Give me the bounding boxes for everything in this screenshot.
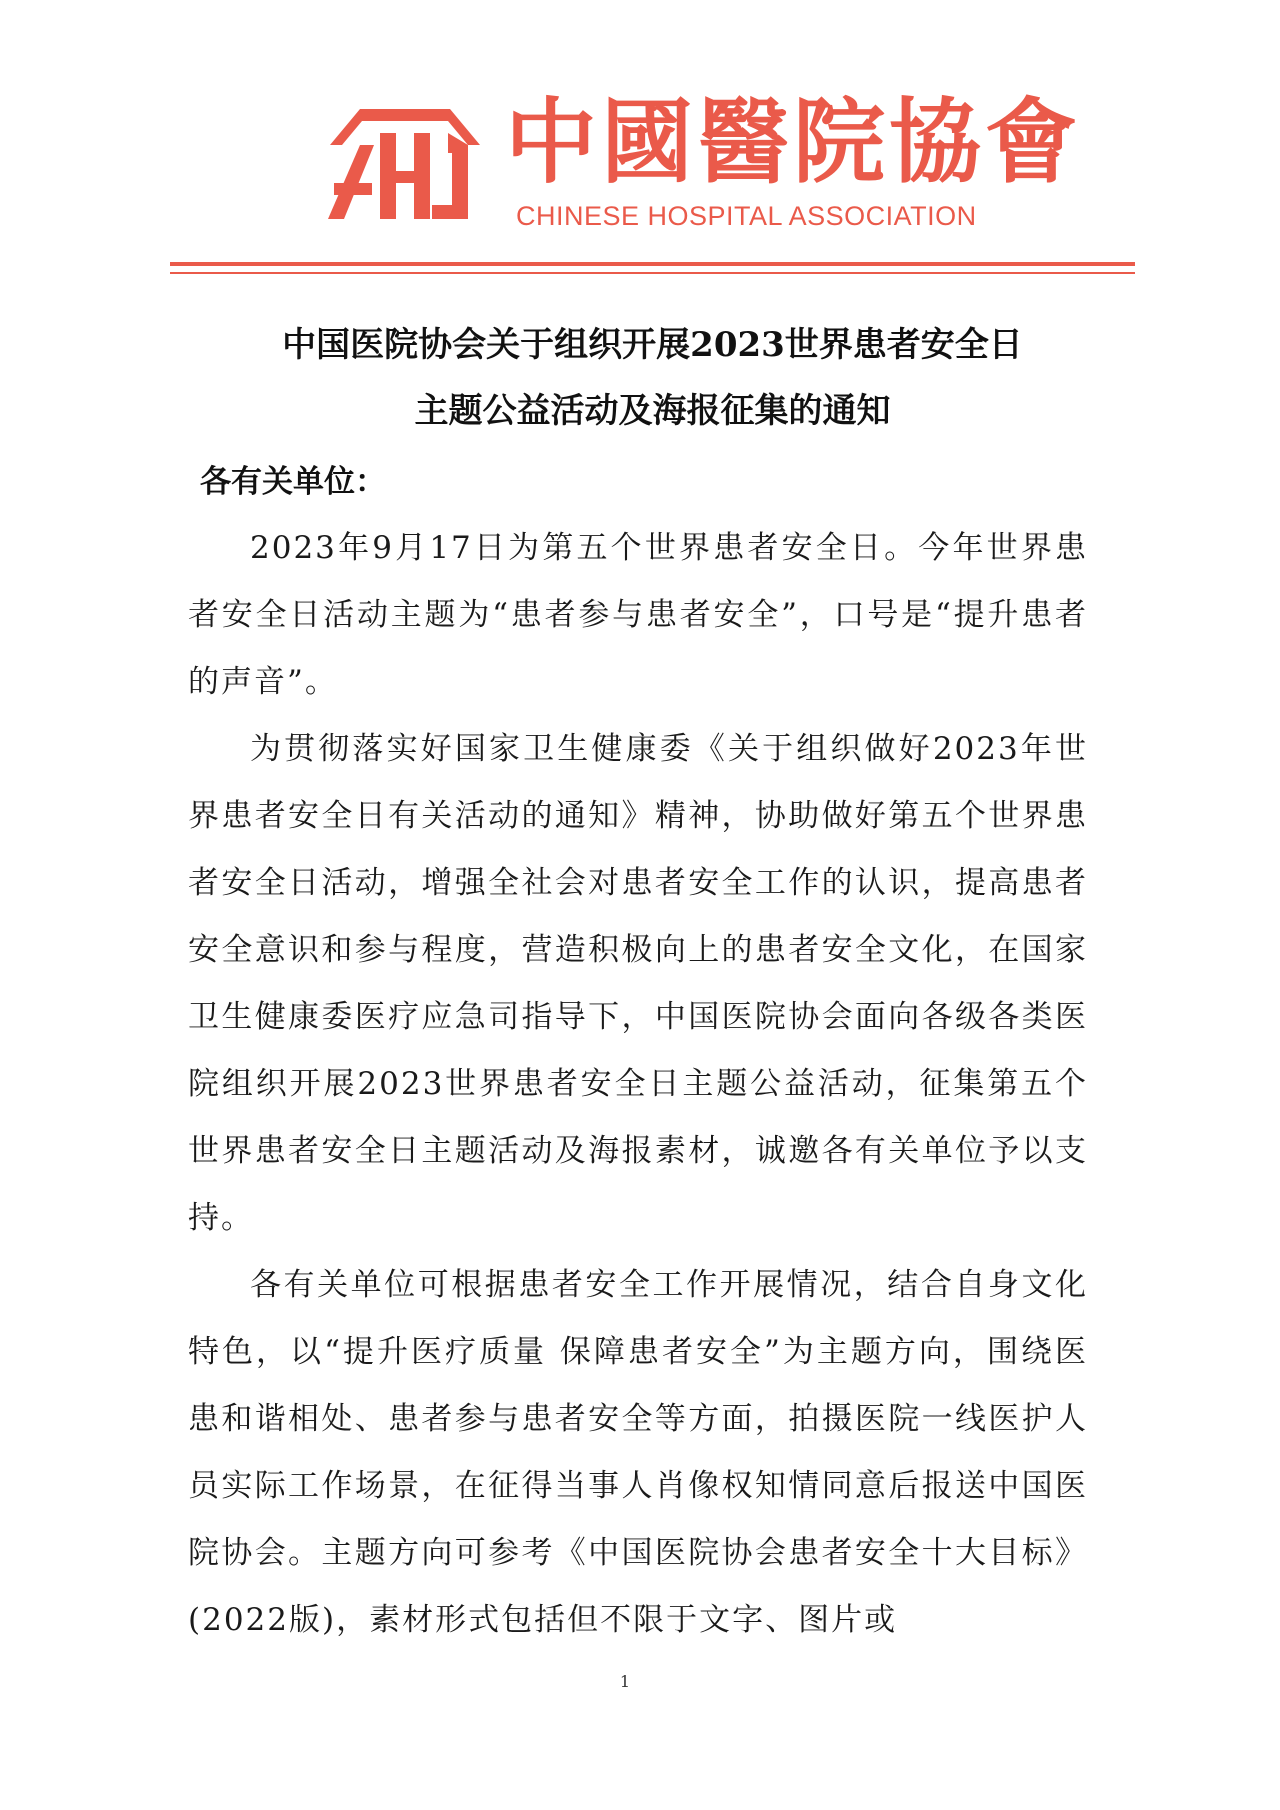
header-rule-thin	[170, 272, 1135, 274]
cha-logo-icon	[320, 105, 490, 223]
salutation: 各有关单位：	[200, 464, 386, 500]
document-title	[170, 312, 1135, 444]
page-number: 1	[619, 1672, 631, 1691]
title-line-1: 中国医院协会关于组织开展2023世界患者安全日	[282, 325, 1023, 365]
paragraph-2: 为贯彻落实好国家卫生健康委《关于组织做好2023年世界患者安全日有关活动的通知》精神，协助做好第五个世界患者安全日活动，增强全社会对患者安全工作的认识，提高患者安全意识和参与程度，营造积极向上的患者安全文化，在国家卫生健康委医疗应急司指导下，中国医院协会面向各级各类医院组织开展2023世界患者安全日主题公益活动，征集第五个世界患者安全日主题活动及海报素材，诚邀各有关单位予以支持。	[188, 731, 1088, 1236]
header-rule-thick	[170, 262, 1135, 266]
body-text	[188, 515, 1088, 1654]
org-name-english: CHINESE HOSPITAL ASSOCIATION	[516, 201, 977, 231]
title-line-2: 主题公益活动及海报征集的通知	[414, 391, 891, 431]
org-name-chinese: 中國醫院協會	[505, 88, 1082, 196]
paragraph-1: 2023年9月17日为第五个世界患者安全日。今年世界患者安全日活动主题为“患者参与患者安全”，口号是“提升患者的声音”。	[188, 530, 1088, 700]
paragraph-3: 各有关单位可根据患者安全工作开展情况，结合自身文化特色，以“提升医疗质量 保障患者安全”为主题方向，围绕医患和谐相处、患者参与患者安全等方面，拍摄医院一线医护人员实际工作场景，在征得当事人肖像权知情同意后报送中国医院协会。主题方向可参考《中国医院协会患者安全十大目标》(2022版)，素材形式包括但不限于文字、图片或	[188, 1267, 1088, 1638]
